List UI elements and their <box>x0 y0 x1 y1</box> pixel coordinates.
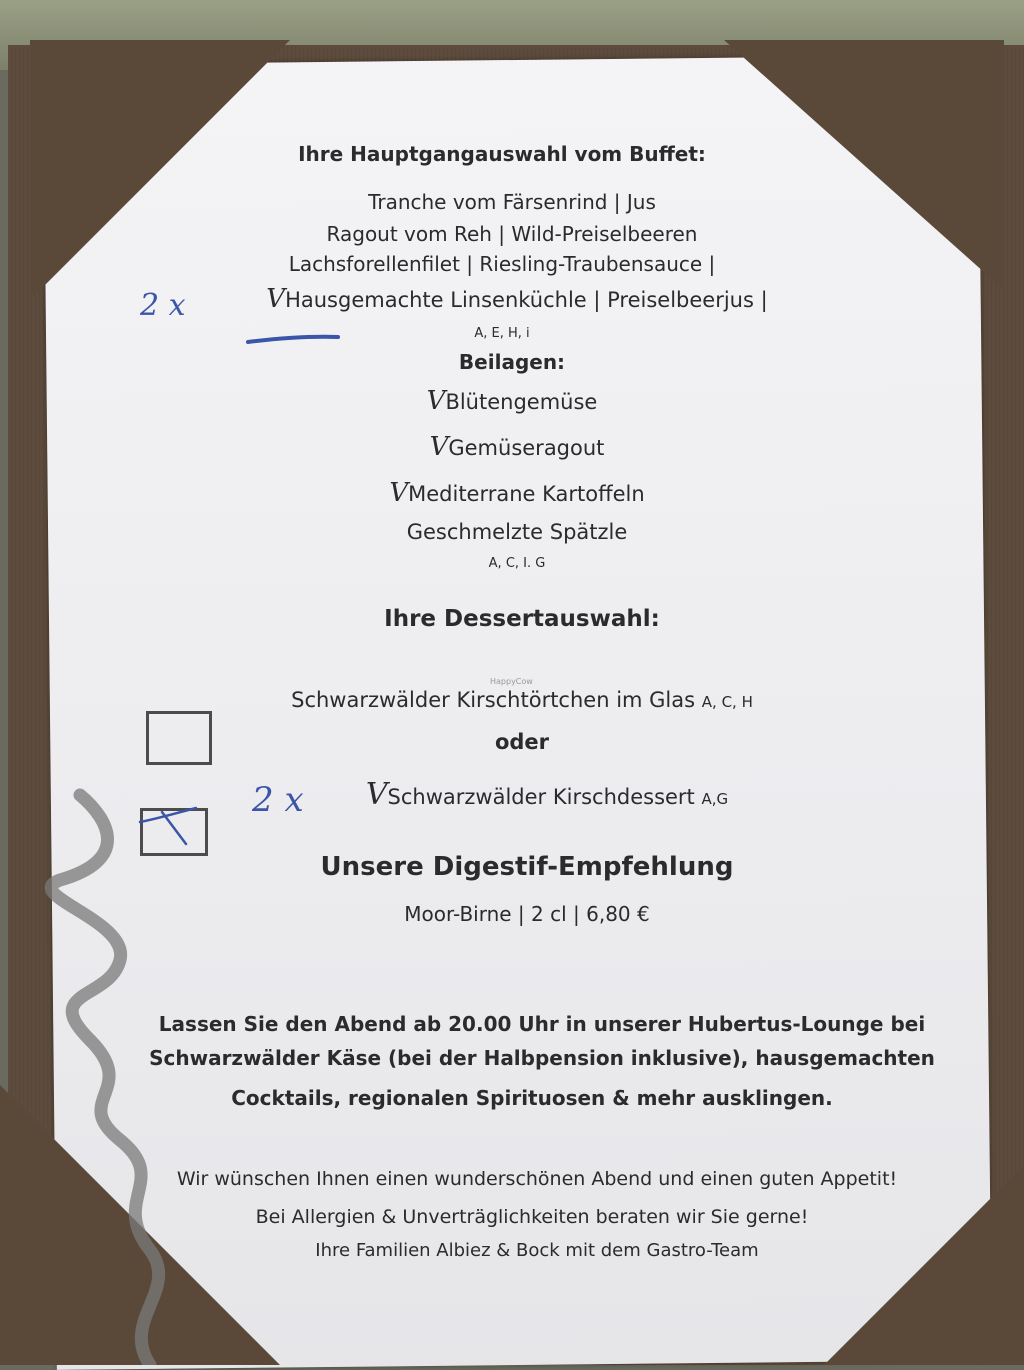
closing-line-1: Wir wünschen Ihnen einen wunderschönen Abend und einen guten Appetit! <box>176 1168 898 1190</box>
main-item-3: Lachsforellenfilet | Riesling-Traubensauce | <box>288 252 716 276</box>
vegan-mark: V <box>365 777 388 812</box>
digestif-title: Unsere Digestif-Empfehlung <box>320 852 734 882</box>
side-item-3-label: Mediterrane Kartoffeln <box>408 482 645 506</box>
lounge-line-1: Lassen Sie den Abend ab 20.00 Uhr in unserer Hubertus-Lounge bei <box>158 1012 926 1036</box>
vegan-mark: V <box>389 478 409 508</box>
main-course-title: Ihre Hauptgangauswahl vom Buffet: <box>298 142 706 166</box>
dessert-title: Ihre Dessertauswahl: <box>384 606 660 632</box>
main-item-1: Tranche vom Färsenrind | Jus <box>368 190 656 214</box>
side-item-2-label: Gemüseragout <box>448 436 605 460</box>
vegan-mark: V <box>266 284 286 314</box>
dessert-item-2-allergens: A,G <box>701 790 729 808</box>
closing-line-3: Ihre Familien Albiez & Bock mit dem Gastro-Team <box>315 1240 759 1261</box>
watermark-text: HappyCow <box>490 677 533 686</box>
sides-allergens: A, C, I. G <box>488 556 546 571</box>
dessert-item-1-allergens: A, C, H <box>701 693 753 711</box>
vegan-mark: V <box>429 432 449 462</box>
digestif-item: Moor-Birne | 2 cl | 6,80 € <box>404 902 650 926</box>
lounge-line-3: Cocktails, regionalen Spirituosen & mehr ausklingen. <box>231 1086 833 1110</box>
dessert-item-1-label: Schwarzwälder Kirschtörtchen im Glas <box>291 688 696 712</box>
handwritten-main-count: 2 x <box>140 288 186 323</box>
handwritten-dessert-count: 2 x <box>252 780 304 820</box>
handwritten-underline <box>248 337 338 342</box>
dessert-item-2-label: Schwarzwälder Kirschdessert <box>387 785 695 809</box>
side-item-4: Geschmelzte Spätzle <box>406 520 628 544</box>
main-item-4-label: Hausgemachte Linsenküchle | Preiselbeerjus | <box>285 288 768 312</box>
side-item-1-label: Blütengemüse <box>445 390 598 414</box>
closing-line-2: Bei Allergien & Unverträglichkeiten beraten wir Sie gerne! <box>255 1206 809 1228</box>
main-item-2: Ragout vom Reh | Wild-Preiselbeeren <box>326 222 698 246</box>
sides-title: Beilagen: <box>458 350 566 374</box>
dessert-or: oder <box>494 730 550 754</box>
lounge-line-2: Schwarzwälder Käse (bei der Halbpension inklusive), hausgemachten <box>149 1046 935 1070</box>
main-allergens: A, E, H, i <box>474 326 530 341</box>
handwritten-checkmark <box>140 808 196 844</box>
vegan-mark: V <box>426 386 446 416</box>
